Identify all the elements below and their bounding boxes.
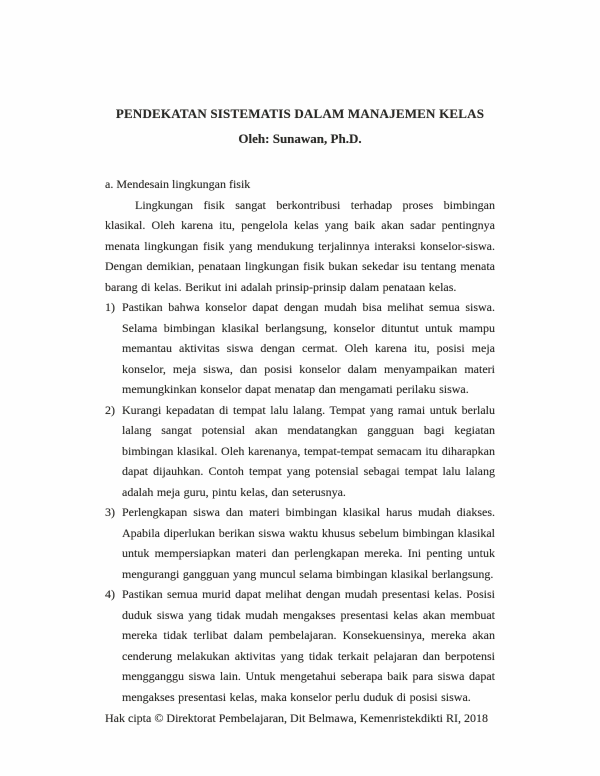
list-item-text: Pastikan bahwa konselor dapat dengan mudah bisa melihat semua siswa. Selama bimbingan klasikal berlangsung, konselor dituntut untuk mampu memantau aktivitas siswa dengan cermat. Oleh karena itu, posisi meja konselor, meja siswa, dan posisi konselor dalam menyampaikan materi memungkinkan konselor dapat menatap dan mengamati perilaku siswa. (122, 300, 495, 396)
document-author: Oleh: Sunawan, Ph.D. (238, 131, 362, 146)
intro-paragraph: Lingkungan fisik sangat berkontribusi terhadap proses bimbingan klasikal. Oleh karena itu, pengelola kelas yang baik akan sadar pentingnya menata lingkungan fisik yang mendukung terjalinnya interaksi konselor-siswa. Dengan demikian, penataan lingkungan fisik bukan sekedar isu tentang menata barang di kelas. Berikut ini adalah prinsip-prinsip dalam penataan kelas. (105, 197, 495, 294)
list-item (105, 400, 495, 503)
list-item-text: Kurangi kepadatan di tempat lalu lalang. Tempat yang ramai untuk berlalu lalang sangat potensial akan mendatangkan gangguan bagi kegiatan bimbingan klasikal. Oleh karenanya, tempat-tempat semacam itu diharapkan dapat dijauhkan. Contoh tempat yang potensial sebagai tempat lalu lalang adalah meja guru, pintu kelas, dan seterusnya. (122, 402, 495, 499)
list-item-text: Perlengkapan siswa dan materi bimbingan klasikal harus mudah diakses. Apabila diperlukan berikan siswa waktu khusus sebelum bimbingan klasikal untuk mempersiapkan materi dan perlengkapan mereka. Ini penting untuk mengurangi gangguan yang muncul selama bimbingan klasikal berlangsung. (122, 505, 495, 581)
list-item (105, 297, 495, 400)
list-item-number: 4) (105, 587, 115, 601)
list-item (105, 502, 495, 584)
list-item (105, 584, 495, 707)
document-content (105, 0, 495, 729)
principles-list (105, 297, 495, 707)
section-heading: a. Mendesain lingkungan fisik (105, 177, 251, 191)
list-item-text: Pastikan semua murid dapat melihat dengan mudah presentasi kelas. Posisi duduk siswa yang tidak mudah mengakses presentasi kelas akan membuat mereka tidak terlibat dalam pembelajaran. Konsekuensinya, mereka akan cenderung melakukan aktivitas yang tidak terkait pelajaran dan berpotensi mengganggu siswa lain. Untuk mengetahui seberapa baik para siswa dapat mengakses presentasi kelas, maka konselor perlu duduk di posisi siswa. (122, 587, 495, 704)
list-item-number: 1) (105, 300, 115, 314)
document-title: PENDEKATAN SISTEMATIS DALAM MANAJEMEN KELAS (115, 106, 485, 121)
list-item-number: 3) (105, 505, 115, 519)
list-item-number: 2) (105, 402, 115, 417)
copyright-footer: Hak cipta © Direktorat Pembelajaran, Dit Belmawa, Kemenristekdikti RI, 2018 (105, 711, 489, 725)
